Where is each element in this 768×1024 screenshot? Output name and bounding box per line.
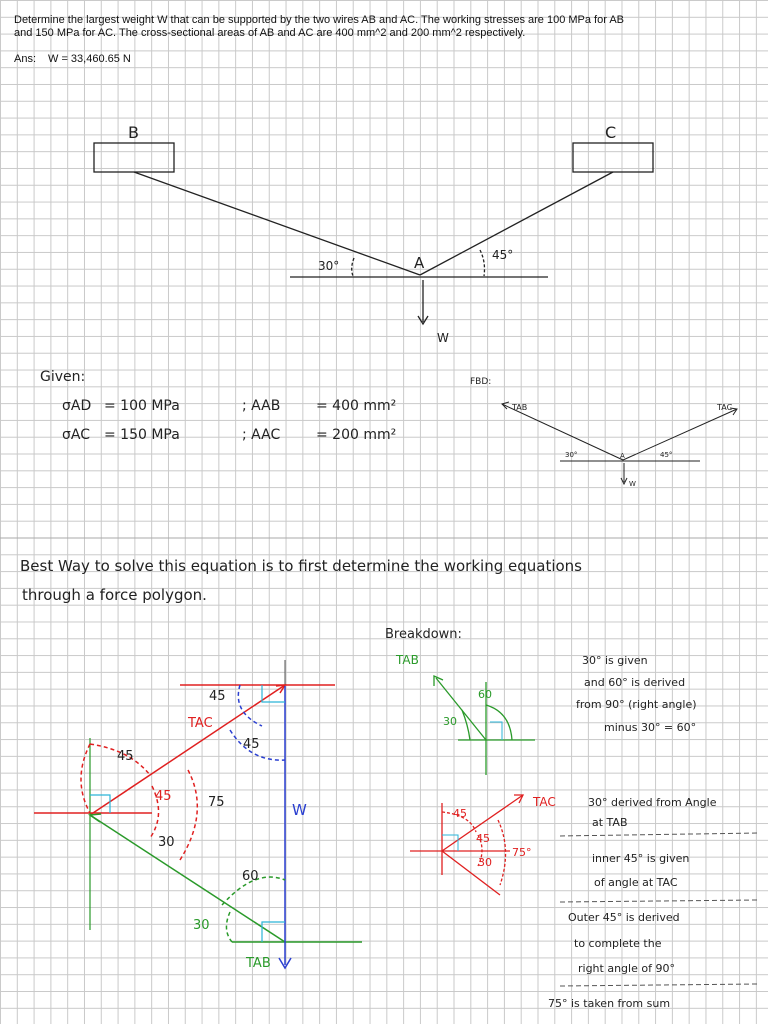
breakdown-title: Breakdown: xyxy=(385,627,462,642)
angle-arc-30 xyxy=(352,258,354,276)
polygon-75: 75 xyxy=(208,795,225,810)
problem-line-1: Determine the largest weight W that can be supported by the two wires AB and AC. The working stresses are 100 MPa for AB xyxy=(14,14,624,26)
polygon-w-label: W xyxy=(292,801,307,819)
stress-ac-value: = 150 MPa xyxy=(104,427,180,443)
wire-ab xyxy=(134,172,420,275)
area-ab-value: = 400 mm² xyxy=(316,398,397,414)
angle-30-label: 30° xyxy=(318,259,340,273)
method-line-2: through a force polygon. xyxy=(22,586,207,604)
angle-arc-45 xyxy=(480,250,485,276)
label-w: W xyxy=(437,331,449,345)
polygon-45-top: 45 xyxy=(209,689,226,704)
area-ac-symbol: ; AAC xyxy=(242,427,281,443)
method-line-1: Best Way to solve this equation is to first determine the working equations xyxy=(20,557,582,575)
note-line-6: at TAB xyxy=(592,816,628,829)
support-c xyxy=(573,143,653,172)
polygon-30-upper: 30 xyxy=(158,835,175,850)
breakdown-tab-label: TAB xyxy=(396,653,419,667)
fbd-w-label: W xyxy=(629,480,636,488)
angle-45-label: 45° xyxy=(492,248,514,262)
breakdown-60: 60 xyxy=(478,688,492,701)
polygon-tab-label: TAB xyxy=(246,956,271,971)
breakdown-tac-label: TAC xyxy=(533,795,556,809)
given-title: Given: xyxy=(40,369,86,385)
breakdown-30-red: 30 xyxy=(478,856,492,869)
fbd-45-label: 45° xyxy=(660,451,673,459)
fbd-a-label: A xyxy=(620,452,625,460)
note-line-1: 30° is given xyxy=(582,654,648,667)
polygon-60: 60 xyxy=(242,869,259,884)
note-line-3: from 90° (right angle) xyxy=(576,698,697,711)
stress-ab-symbol: σAD xyxy=(62,398,92,414)
note-line-10: to complete the xyxy=(574,937,662,950)
support-b xyxy=(94,143,174,172)
polygon-30-lower: 30 xyxy=(193,918,210,933)
polygon-tac-label: TAC xyxy=(188,716,213,731)
answer-label: Ans: xyxy=(14,53,37,65)
area-ac-value: = 200 mm² xyxy=(316,427,397,443)
fbd-diagram xyxy=(502,402,737,484)
label-c: C xyxy=(605,123,617,142)
note-line-2: and 60° is derived xyxy=(584,676,686,689)
note-line-9: Outer 45° is derived xyxy=(568,911,680,924)
label-a: A xyxy=(414,254,425,272)
breakdown-75: 75° xyxy=(512,846,532,859)
polygon-45-left: 45 xyxy=(117,749,134,764)
fbd-30-label: 30° xyxy=(565,451,578,459)
polygon-45-red: 45 xyxy=(155,789,172,804)
stress-ac-symbol: σAC xyxy=(62,427,90,443)
fbd-tab-label: TAB xyxy=(512,403,528,412)
breakdown-45-inner: 45 xyxy=(476,832,490,845)
area-ab-symbol: ; AAB xyxy=(242,398,281,414)
note-line-4: minus 30° = 60° xyxy=(604,721,697,734)
problem-line-2: and 150 MPa for AC. The cross-sectional areas of AB and AC are 400 mm^2 and 200 mm^2 respectively. xyxy=(14,27,526,39)
answer-value: W = 33,460.65 N xyxy=(48,53,131,65)
fbd-tac-label: TAC xyxy=(717,403,733,412)
stress-ab-value: = 100 MPa xyxy=(104,398,180,414)
label-b: B xyxy=(128,123,139,142)
wire-ac xyxy=(420,172,613,275)
note-line-8: of angle at TAC xyxy=(594,876,678,889)
note-line-7: inner 45° is given xyxy=(592,852,690,865)
note-line-5: 30° derived from Angle xyxy=(588,796,717,809)
fbd-title: FBD: xyxy=(470,377,492,387)
breakdown-45-outer: 45 xyxy=(453,807,467,820)
note-line-12: 75° is taken from sum xyxy=(548,997,671,1010)
breakdown-30-green: 30 xyxy=(443,715,457,728)
polygon-45-mid: 45 xyxy=(243,737,260,752)
structure-diagram xyxy=(94,143,653,324)
note-line-11: right angle of 90° xyxy=(578,962,675,975)
